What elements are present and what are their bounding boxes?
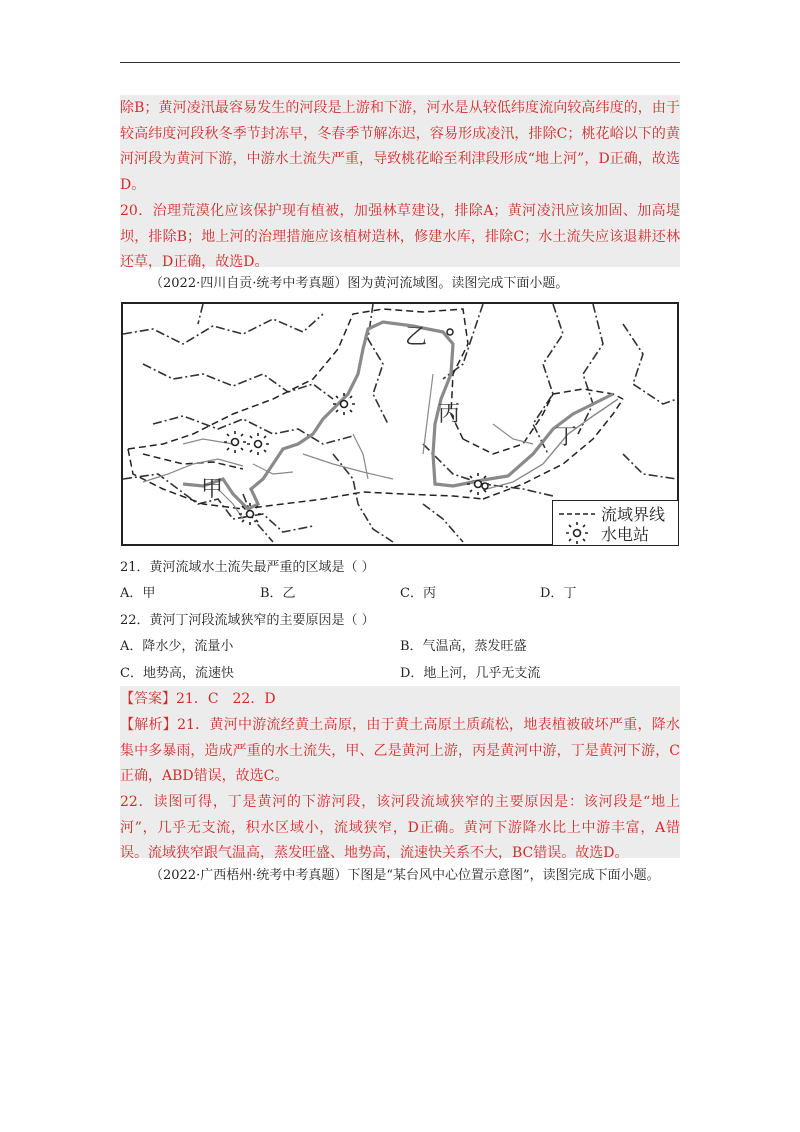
question-intro: （2022·四川自贡·统考中考真题）图为黄河流域图。读图完成下面小题。	[150, 276, 569, 291]
map-legend	[552, 500, 678, 545]
map-label-jia: 甲	[201, 477, 224, 502]
analysis-label: 【解析】	[120, 717, 178, 733]
map-label-bing: 丙	[438, 402, 461, 427]
q21-option-a: A．甲	[120, 586, 156, 601]
q21-option-c: C．丙	[400, 586, 436, 601]
legend-boundary-label: 流域界线	[601, 505, 666, 524]
answer-text: 21．C 22．D	[176, 691, 276, 707]
station-icon	[566, 522, 588, 544]
q22-option-d: D．地上河，几乎无支流	[400, 666, 541, 681]
header-rule	[120, 62, 680, 63]
answer-line	[120, 687, 680, 713]
legend-station-label: 水电站	[601, 525, 650, 544]
analysis-22: 22．读图可得，丁是黄河的下游河段，该河段流域狭窄的主要原因是：该河段是“地上河”，几乎无支流，积水区域小，流域狭窄，D正确。黄河下游降水比上中游丰富，A错误。流域狭窄跟气温高，蒸发旺盛、地势高，流速快关系不大，BC错误。故选D。	[120, 794, 680, 861]
analysis-21	[120, 713, 680, 790]
analysis-21-text: 21．黄河中游流经黄土高原，由于黄土高原土质疏松，地表植被破坏严重，降水集中多暴雨，造成严重的水土流失，甲、乙是黄河上游，丙是黄河中游，丁是黄河下游，C正确，ABD错误，故选C。	[120, 717, 681, 784]
answer-label: 【答案】	[120, 691, 176, 707]
map-label-ding: 丁	[555, 425, 578, 450]
yellow-river-line	[183, 322, 613, 509]
question-21-stem: 21．黄河流域水土流失最严重的区域是（ ）	[120, 560, 375, 575]
question-22-stem: 22．黄河丁河段流域狭窄的主要原因是（ ）	[120, 613, 375, 628]
prev-answer-para2: 20．治理荒漠化应该保护现有植被，加强林草建设，排除A；黄河凌汛应该加固、加高堤坝，排除B；地上河的治理措施应该植树造林，修建水库，排除C；水土流失应该退耕还林还草，D正确，故选D。	[120, 203, 680, 270]
q21-option-b: B．乙	[260, 586, 296, 601]
q22-option-b: B．气温高，蒸发旺盛	[400, 639, 527, 654]
prev-answer-para1: 除B；黄河凌汛最容易发生的河段是上游和下游，河水是从较低纬度流向较高纬度的，由于较高纬度河段秋冬季节封冻早，冬春季节解冻迟，容易形成凌汛，排除C；桃花峪以下的黄河河段为黄河下游，中游水土流失严重，导致桃花峪至利津段形成“地上河”，D正确，故选D。	[120, 100, 680, 193]
map-label-yi: 乙	[405, 325, 428, 350]
q22-option-a: A．降水少，流量小	[120, 639, 234, 654]
q21-option-d: D．丁	[540, 586, 577, 601]
q22-option-c: C．地势高，流速快	[120, 666, 234, 681]
next-question-intro: （2022·广西梧州·统考中考真题）下图是“某台风中心位置示意图”，读图完成下面小题。	[150, 868, 660, 883]
